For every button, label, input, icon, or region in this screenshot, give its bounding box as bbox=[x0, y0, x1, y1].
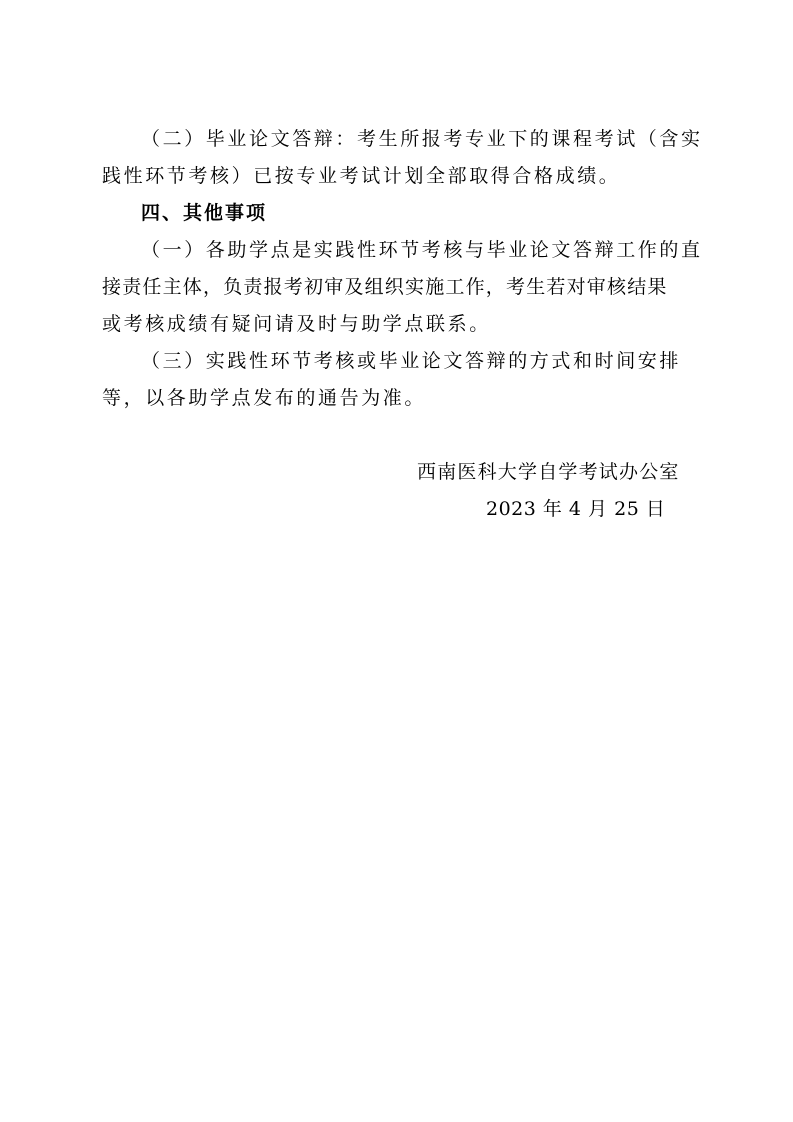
section2-line2: 践性环节考核）已按专业考试计划全部取得合格成绩。 bbox=[102, 165, 621, 187]
item3-line2: 等，以各助学点发布的通告为准。 bbox=[102, 387, 427, 409]
section4-heading: 四、其他事项 bbox=[141, 202, 268, 224]
item1-line3: 或考核成绩有疑问请及时与助学点联系。 bbox=[102, 313, 491, 335]
item1-line2: 接责任主体，负责报考初审及组织实施工作，考生若对审核结果 bbox=[102, 276, 668, 298]
signature-date: 2023 年 4 月 25 日 bbox=[486, 498, 666, 520]
signature-organization: 西南医科大学自学考试办公室 bbox=[417, 461, 680, 483]
section2-line1: （二）毕业论文答辩：考生所报考专业下的课程考试（含实 bbox=[141, 128, 703, 150]
item1-line1: （一）各助学点是实践性环节考核与毕业论文答辩工作的直 bbox=[141, 239, 703, 261]
item3-line1: （三）实践性环节考核或毕业论文答辩的方式和时间安排 bbox=[141, 350, 682, 372]
